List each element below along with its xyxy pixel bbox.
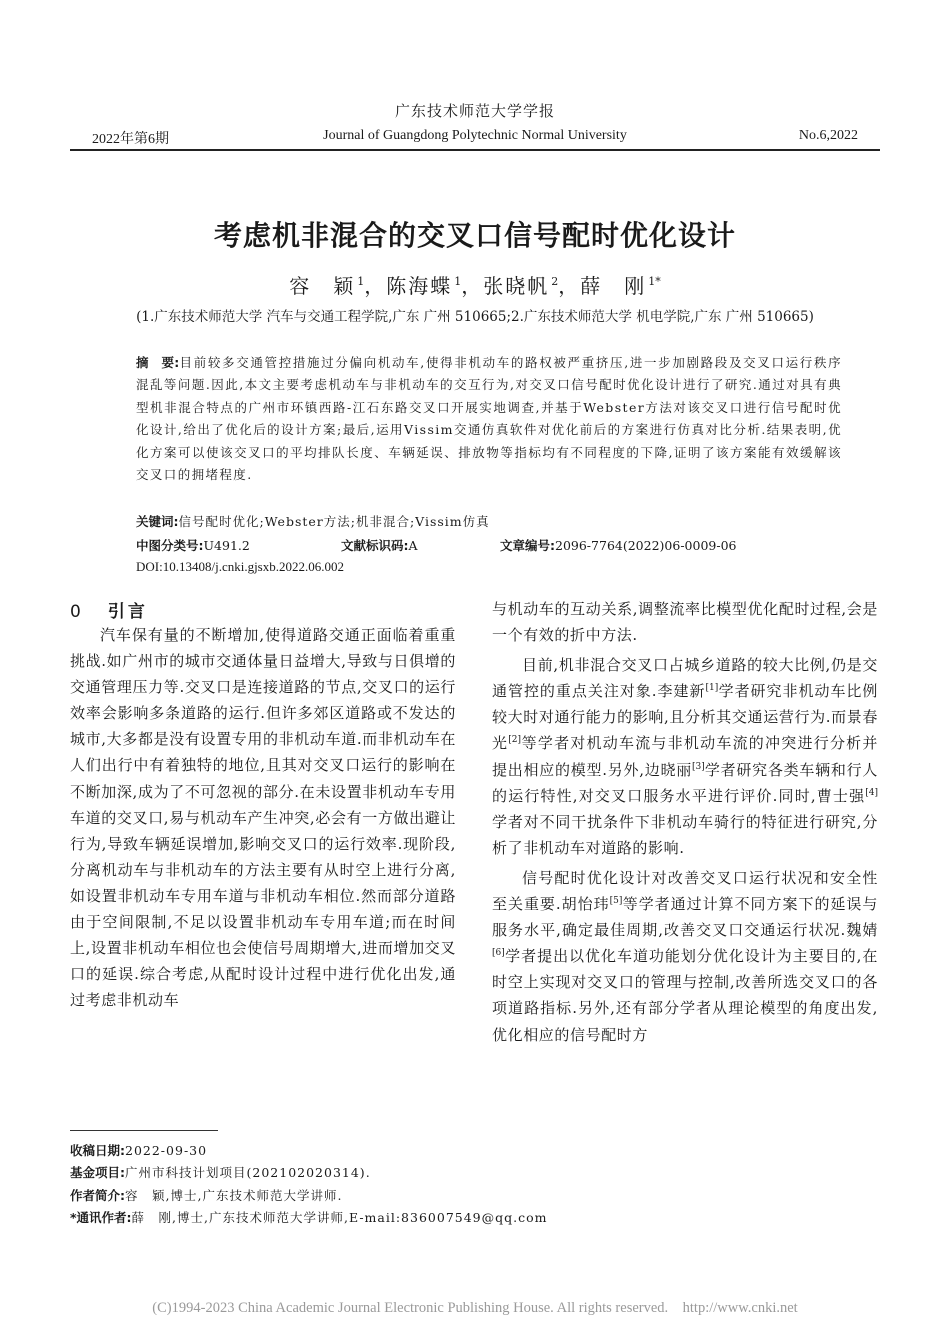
classification-line xyxy=(136,536,842,556)
clc-value: U491.2 xyxy=(203,538,250,553)
body-text: 学者提出以优化车道功能划分优化设计为主要目的,在时空上实现对交叉口的管理与控制,改善所选交叉口的各项道路指标.另外,还有部分学者从理论模型的角度出发,优化相应的信号配时方 xyxy=(492,947,878,1044)
bio-label: 作者简介: xyxy=(70,1187,125,1203)
author-separator: ， xyxy=(558,274,581,298)
received-date xyxy=(70,1140,880,1162)
author-name: 薛 刚 xyxy=(580,274,647,298)
copyright-notice: (C)1994-2023 China Academic Journal Electronic Publishing House. All rights reserved. http://www.cnki.net xyxy=(152,1300,798,1316)
bio-value: 容 颖,博士,广东技术师范大学讲师. xyxy=(125,1187,343,1203)
section-number: 0 xyxy=(70,602,84,622)
citation: [6] xyxy=(492,948,505,959)
author-separator: ， xyxy=(364,274,387,298)
body-text: 信号配时优化设计对改善交叉口运行状况和安全性至关重要.胡怡玮 xyxy=(492,868,878,914)
abstract xyxy=(136,352,842,486)
corresponding-author xyxy=(70,1207,880,1229)
keywords-label: 关键词: xyxy=(136,514,179,529)
right-column xyxy=(492,596,878,1048)
received-value: 2022-09-30 xyxy=(125,1143,208,1158)
author-name: 容 颖 xyxy=(289,274,356,298)
journal-name-cn: 广东技术师范大学学报 xyxy=(394,102,555,120)
doc-code-value: A xyxy=(408,538,418,553)
author-affil-mark: 1 xyxy=(454,275,462,289)
body-paragraph xyxy=(492,652,878,861)
footnote-rule xyxy=(70,1130,218,1131)
article-no-label: 文章编号: xyxy=(500,538,555,553)
doc-code-label: 文献标识码: xyxy=(341,538,409,553)
clc-label: 中图分类号: xyxy=(136,538,204,553)
author-affil-mark: 1* xyxy=(648,275,661,289)
running-header xyxy=(70,128,880,148)
author-name: 陈海蝶 xyxy=(386,274,453,298)
doi: DOI:10.13408/j.cnki.gjsxb.2022.06.002 xyxy=(136,559,344,574)
fund-value: 广州市科技计划项目(202102020314). xyxy=(125,1165,371,1181)
body-paragraph xyxy=(492,865,878,1048)
issue-cn: 2022年第6期 xyxy=(92,132,169,147)
article-no-value: 2096-7764(2022)06-0009-06 xyxy=(555,538,737,553)
citation: [3] xyxy=(692,761,705,772)
footnotes xyxy=(70,1140,880,1230)
header-rule xyxy=(70,149,880,151)
keywords xyxy=(136,512,842,530)
fund-label: 基金项目: xyxy=(70,1165,125,1181)
citation: [4] xyxy=(865,787,878,798)
body-paragraph: 与机动车的互动关系,调整流率比模型优化配时过程,会是一个有效的折中方法. xyxy=(492,600,878,645)
body-text: 等学者通过计算不同方案下的延误与服务水平,确定最佳周期,改善交叉口交通运行状况.魏婧 xyxy=(492,895,878,940)
body-paragraph: 汽车保有量的不断增加,使得道路交通正面临着重重挑战.如广州市的城市交通体量日益增大,导致与日俱增的交通管理压力等.交叉口是连接道路的节点,交叉口的运行效率会影响多条道路的运行.但许多郊区道路或不发达的城市,大多都是没有设置专用的非机动车道.而非机动车在人们出行中有着独特的地位,且其对交叉口运行的影响在不断加深,成为了不可忽视的部分.在未设置非机动车专用车道的交叉口,易与机动车产生冲突,必会有一方做出避让行为,导致车辆延误增加,影响交叉口的运行效率.现阶段,分离机动车与非机动车的方法主要有从时空上进行分离,如设置非机动车专用车道与非机动车相位.然而部分道路由于空间限制,不足以设置非机动车专用车道;而在时间上,设置非机动车相位也会使信号周期增大,进而增加交叉口的延误.综合考虑,从配时设计过程中进行优化出发,通过考虑非机动车 xyxy=(70,626,456,1010)
fund-info xyxy=(70,1162,880,1184)
received-label: 收稿日期: xyxy=(70,1143,125,1158)
section-title: 引言 xyxy=(107,602,148,622)
citation: [2] xyxy=(508,735,521,746)
corr-value: 薛 刚,博士,广东技术师范大学讲师,E-mail:836007549@qq.com xyxy=(131,1210,548,1226)
abstract-text: 目前较多交通管控措施过分偏向机动车,使得非机动车的路权被严重挤压,进一步加剧路段及交叉口运行秩序混乱等问题.因此,本文主要考虑机动车与非机动车的交互行为,对交叉口信号配时优化设计进行了研究.通过对具有典型机非混合特点的广州市环镇西路-江石东路交叉口开展实地调查,并基于Webster方法对该交叉口进行信号配时优化设计,给出了优化后的设计方案;最后,运用Vissim交通仿真软件对优化前后的方案进行仿真对比分析.结果表明,优化方案可以使该交叉口的平均排队长度、车辆延误、排放物等指标均有不同程度的下降,证明了该方案能有效缓解该交叉口的拥堵程度. xyxy=(136,355,843,483)
body-text: 等学者对机动车流与非机动车流的冲突进行分析并提出相应的模型.另外,边晓丽 xyxy=(492,734,878,779)
body-text: 学者对不同干扰条件下非机动车骑行的特征进行研究,分析了非机动车对道路的影响. xyxy=(492,812,878,857)
corr-label: *通讯作者: xyxy=(70,1210,132,1226)
issue-en: No.6,2022 xyxy=(798,128,858,143)
doc-code-field xyxy=(341,536,418,554)
affiliations: (1.广东技术师范大学 汽车与交通工程学院,广东 广州 510665;2.广东技术师范大学 机电学院,广东 广州 510665) xyxy=(136,309,814,325)
section-heading xyxy=(70,597,148,622)
paper-title: 考虑机非混合的交叉口信号配时优化设计 xyxy=(213,219,736,252)
body-text: 学者研究非机动车比例较大时对通行能力的影响,且分析其交通运营行为.而景春光 xyxy=(492,682,878,753)
left-column xyxy=(70,622,456,1013)
author-list xyxy=(0,270,950,299)
clc-field xyxy=(136,536,250,554)
citation: [5] xyxy=(609,896,623,907)
keywords-text: 信号配时优化;Webster方法;机非混合;Vissim仿真 xyxy=(178,514,490,529)
author-separator: ， xyxy=(461,274,484,298)
abstract-label: 摘 要: xyxy=(136,355,180,370)
author-bio xyxy=(70,1185,880,1207)
author-name: 张晓帆 xyxy=(483,274,550,298)
body-text: 目前,机非混合交叉口占城乡道路的较大比例,仍是交通管控的重点关注对象.李建新 xyxy=(492,656,878,701)
body-text: 学者研究各类车辆和行人的运行特性,对交叉口服务水平进行评价.同时,曹士强 xyxy=(492,760,878,805)
author-affil-mark: 2 xyxy=(551,275,559,289)
journal-name-en: Journal of Guangdong Polytechnic Normal University xyxy=(323,128,627,143)
citation: [1] xyxy=(705,683,719,694)
author-affil-mark: 1 xyxy=(357,275,365,289)
article-no-field xyxy=(500,536,736,554)
